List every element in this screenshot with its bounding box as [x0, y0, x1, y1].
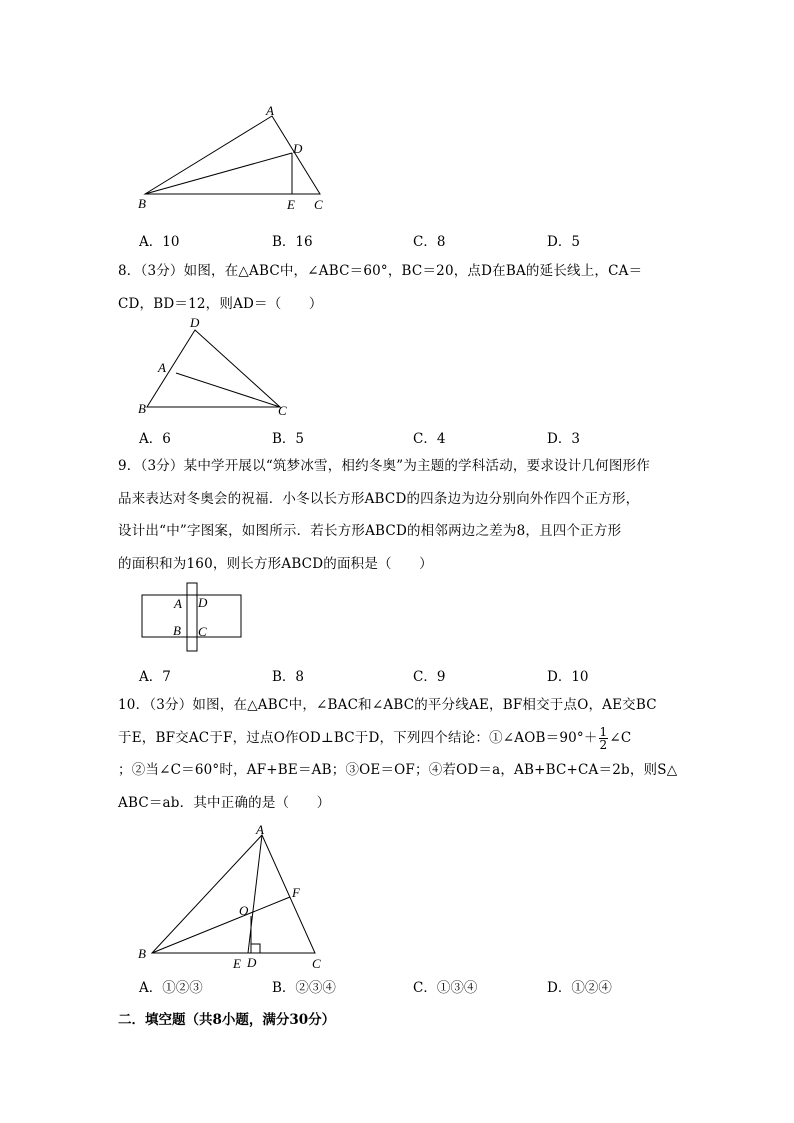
question-10-line-1: 10．（3分）如图，在△ABC中，∠BAC和∠ABC的平分线AE，BF相交于点O，AE交BC: [118, 697, 657, 713]
option-c[interactable]: C．4: [413, 431, 446, 447]
vertical-rectangle: [187, 583, 197, 651]
question-10-line-3: ；②当∠C＝60°时，AF+BE＝AB；③OE＝OF；④若OD＝a，AB+BC+CA＝2b，则S△: [118, 762, 678, 778]
question-9-line-2: 品来表达对冬奥会的祝福．小冬以长方形ABCD的四条边为边分别向外作四个正方形，: [118, 490, 640, 507]
question-8-figure: [130, 312, 310, 422]
option-a[interactable]: A．7: [139, 669, 171, 685]
option-b[interactable]: B．16: [272, 234, 313, 250]
label-d: D: [247, 955, 257, 970]
label-o: O: [239, 903, 249, 918]
label-c: C: [314, 197, 323, 212]
question-10-text: [118, 689, 678, 819]
segment-ac: [176, 373, 280, 407]
option-c[interactable]: C．9: [413, 669, 446, 685]
question-10-line-4: ABC＝ab．其中正确的是（ ）: [118, 794, 331, 811]
question-8-line-1: 8．（3分）如图，在△ABC中，∠ABC＝60°，BC＝20，点D在BA的延长线上，CA＝: [118, 263, 643, 279]
question-9-line-3: 设计出“中”字图案，如图所示．若长方形ABCD的相邻两边之差为8，且四个正方形: [118, 523, 622, 539]
question-7-options: [139, 230, 659, 250]
label-a: A: [158, 360, 166, 375]
option-b[interactable]: B．5: [272, 431, 305, 447]
option-d[interactable]: D．5: [547, 234, 580, 250]
label-a: A: [174, 596, 182, 611]
option-a[interactable]: A．6: [139, 431, 171, 447]
question-8-options: [139, 427, 659, 447]
label-b: B: [173, 623, 181, 638]
question-10-line-2-end: ∠C: [609, 729, 632, 746]
label-e: E: [287, 197, 295, 212]
option-c[interactable]: C．①③④: [413, 980, 478, 996]
label-b: B: [138, 401, 146, 416]
horizontal-rectangle: [142, 595, 241, 637]
question-10-figure: [130, 820, 340, 975]
question-9-text: [118, 450, 678, 580]
question-9-line-4: 的面积和为160，则长方形ABCD的面积是（ ）: [118, 555, 433, 572]
option-b[interactable]: B．8: [272, 669, 305, 685]
bisector-ae: [248, 835, 262, 953]
bisector-bf: [152, 897, 290, 953]
label-c: C: [312, 956, 321, 971]
question-10-options: [139, 976, 659, 996]
option-d[interactable]: D．①②④: [547, 980, 612, 996]
question-9-options: [139, 665, 659, 685]
label-d: D: [198, 595, 208, 610]
label-b: B: [138, 196, 146, 211]
question-9-figure: [130, 578, 250, 656]
right-angle-mark: [251, 944, 260, 953]
question-8-line-2: CD，BD＝12，则AD＝（ ）: [118, 295, 323, 312]
label-b: B: [138, 946, 146, 961]
question-8-text: [118, 255, 678, 320]
label-d: D: [190, 315, 200, 330]
fraction-denominator: 2: [599, 737, 608, 752]
option-b[interactable]: B．②③④: [272, 980, 336, 996]
label-e: E: [233, 956, 241, 971]
segment-bd: [145, 153, 292, 194]
option-d[interactable]: D．3: [547, 431, 580, 447]
label-f: F: [292, 885, 300, 900]
question-9-line-1: 9．（3分）某中学开展以“筑梦冰雪，相约冬奥”为主题的学科活动，要求设计几何图形作: [118, 458, 650, 474]
option-a[interactable]: A．①②③: [139, 980, 203, 996]
fraction-numerator: 1: [599, 724, 608, 739]
section-2-heading: 二．填空题（共8小题，满分30分）: [118, 1012, 336, 1028]
option-c[interactable]: C．8: [413, 234, 446, 250]
label-a: A: [266, 103, 274, 118]
triangle-abc: [152, 835, 315, 953]
one-half-fraction: [599, 726, 609, 751]
question-10-line-2-start: 于E，BF交AC于F，过点O作OD⊥BC于D，下列四个结论：①∠AOB＝90°＋: [118, 729, 598, 746]
question-7-figure: [130, 100, 350, 215]
option-d[interactable]: D．10: [547, 669, 589, 685]
label-c: C: [198, 624, 207, 639]
label-d: D: [293, 141, 303, 156]
label-a: A: [256, 822, 264, 837]
option-a[interactable]: A．10: [139, 234, 180, 250]
label-c: C: [278, 403, 287, 418]
triangle-dbc: [147, 330, 280, 407]
question-10-line-2: [118, 722, 678, 755]
